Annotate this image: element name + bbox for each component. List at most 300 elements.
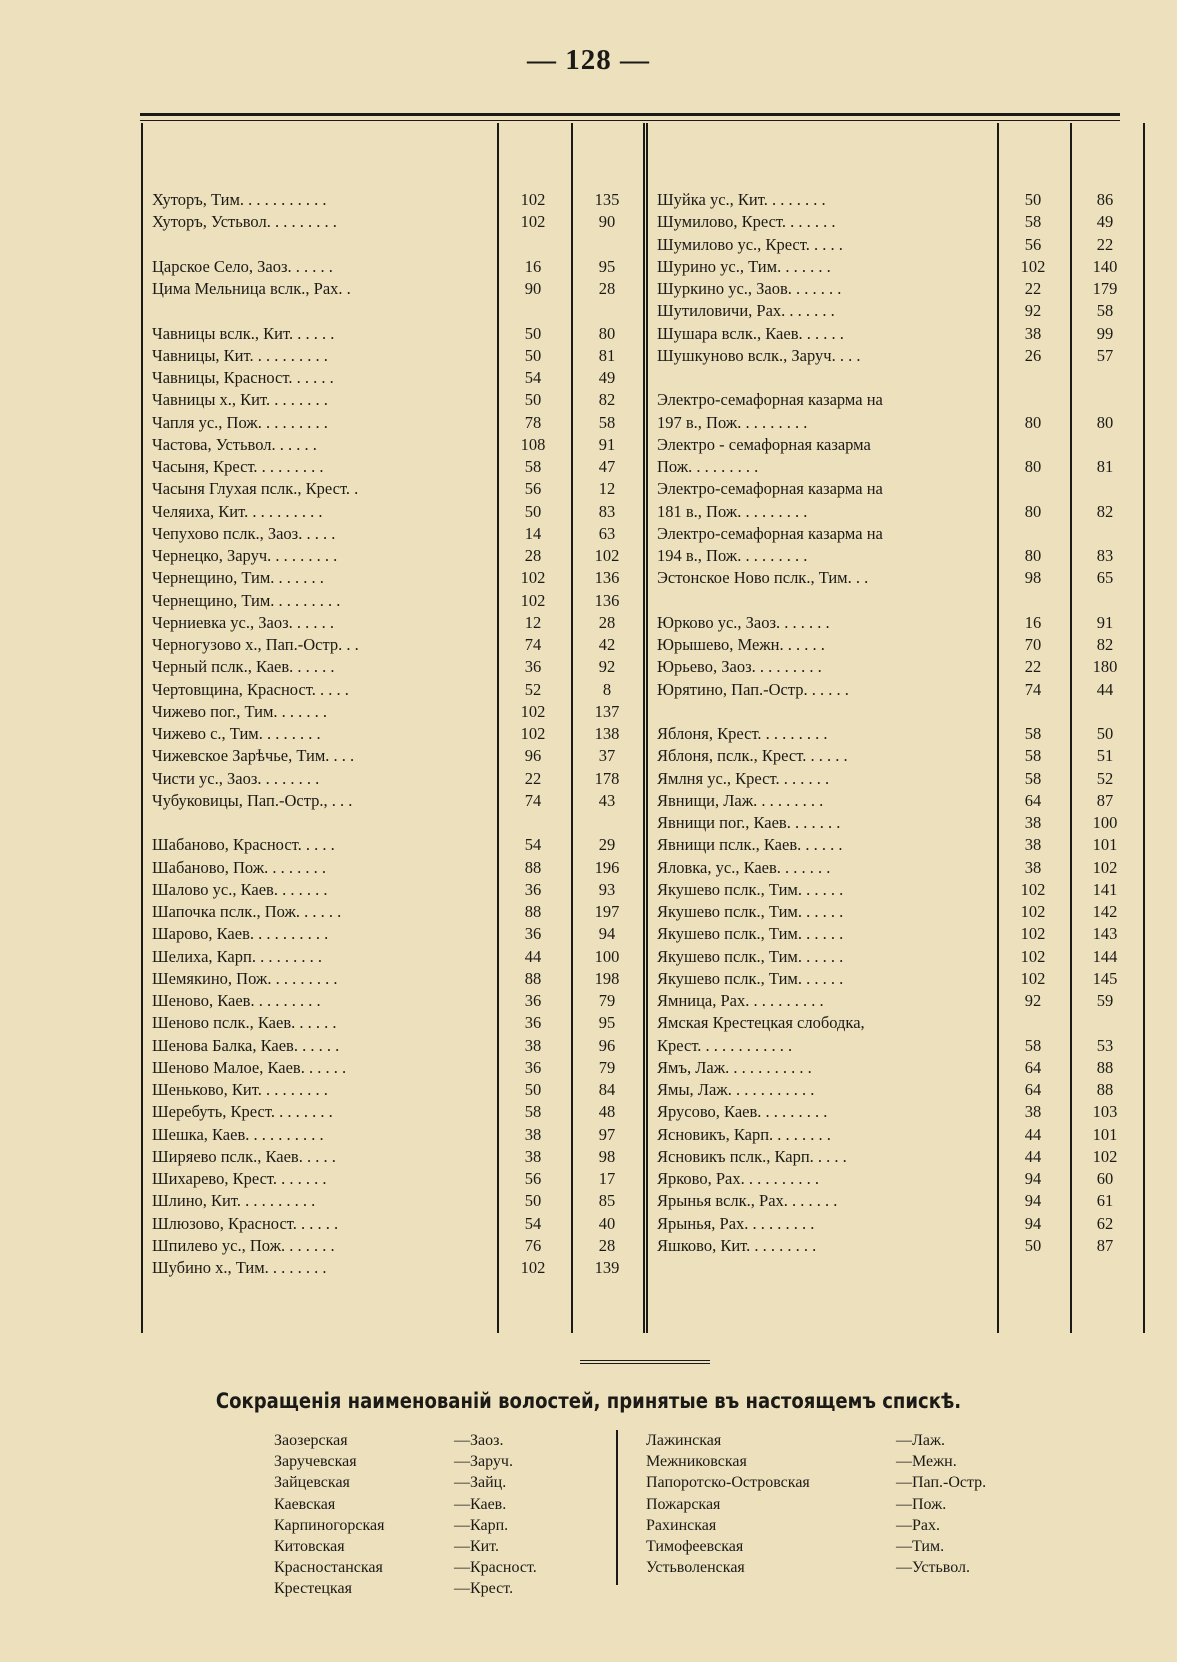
district-number: 80 <box>1024 546 1042 565</box>
place-name: Юрково ус., Заоз. . . . . . . <box>657 612 830 632</box>
volost-abbreviation: —Пож. <box>896 1495 947 1513</box>
district-number: 74 <box>1024 679 1042 699</box>
place-name: Чернещино, Тим. . . . . . . . . <box>152 590 341 610</box>
district-number: 102 <box>520 701 546 721</box>
place-name: Юрьево, Заоз. . . . . . . . . <box>657 657 822 677</box>
place-name: Шлюзово, Красност. . . . . . <box>152 1213 339 1233</box>
place-name: 181 в., Пож. . . . . . . . . <box>657 501 808 521</box>
volost-full-name: Лажинская <box>646 1432 722 1449</box>
entry-number: 28 <box>598 1235 616 1255</box>
place-name: Шемякино, Пож. . . . . . . . . <box>152 968 338 988</box>
district-number: 102 <box>1020 256 1046 276</box>
entry-number: 60 <box>1096 1169 1114 1188</box>
district-number: 56 <box>524 479 542 499</box>
district-number: 58 <box>524 457 542 476</box>
place-name: Шешка, Каев. . . . . . . . . . <box>152 1124 324 1144</box>
district-number: 38 <box>1024 813 1042 832</box>
district-number: 36 <box>524 1013 542 1033</box>
district-number: 74 <box>524 635 542 654</box>
volost-full-name: Пожарская <box>646 1495 721 1513</box>
table-top-rule <box>140 113 1120 116</box>
place-name: Ясновикъ, Карп. . . . . . . . <box>657 1124 831 1144</box>
district-number: 102 <box>520 190 546 209</box>
abbreviation-row <box>646 1536 986 1557</box>
volost-abbreviation: —Пап.-Остр. <box>896 1474 987 1492</box>
entry-number: 138 <box>594 724 620 743</box>
place-name: Чавницы, Красност. . . . . . <box>152 368 334 387</box>
volost-abbreviation: —Крест. <box>454 1580 514 1598</box>
entry-number: 87 <box>1096 790 1114 810</box>
district-number: 88 <box>524 968 542 988</box>
entry-number: 17 <box>598 1169 616 1188</box>
entry-number: 53 <box>1096 1035 1114 1055</box>
volost-full-name: Межниковская <box>646 1453 747 1471</box>
district-number: 50 <box>1024 1235 1042 1255</box>
volost-abbreviation: —Заруч. <box>454 1453 513 1471</box>
entry-number: 142 <box>1092 902 1118 921</box>
entry-number: 82 <box>1096 501 1114 521</box>
place-name: Ярусово, Каев. . . . . . . . . <box>657 1102 828 1122</box>
table-center-border <box>643 123 645 1333</box>
entry-number: 95 <box>598 256 616 276</box>
place-name: Яблоня, пслк., Крест. . . . . . <box>657 746 848 766</box>
district-number: 94 <box>1024 1213 1042 1233</box>
entry-number: 101 <box>1092 1124 1118 1144</box>
entry-number: 29 <box>598 835 616 855</box>
district-number: 102 <box>1020 879 1046 899</box>
district-number: 22 <box>1024 657 1042 677</box>
volost-abbreviation: —Межн. <box>896 1453 957 1471</box>
abbreviation-row <box>646 1430 986 1451</box>
entry-number: 102 <box>594 546 620 565</box>
place-name: Черный пслк., Каев. . . . . . <box>152 657 335 677</box>
district-number: 54 <box>524 835 542 855</box>
district-number: 64 <box>1024 790 1042 810</box>
place-name: Шабаново, Красност. . . . . <box>152 835 335 855</box>
volost-full-name: Заручевская <box>274 1453 357 1471</box>
volost-abbreviation: —Заоз. <box>454 1432 504 1449</box>
district-number: 102 <box>520 212 546 232</box>
place-name: Чавницы, Кит. . . . . . . . . . <box>152 345 328 365</box>
district-number: 90 <box>524 279 542 298</box>
place-name: Чавницы вслк., Кит. . . . . . <box>152 323 335 343</box>
district-number: 26 <box>1024 345 1042 365</box>
entry-number: 63 <box>598 523 616 543</box>
entry-number: 80 <box>1096 412 1114 432</box>
district-number: 78 <box>524 412 542 432</box>
district-number: 12 <box>524 612 542 632</box>
volost-abbreviation: —Тим. <box>896 1538 945 1555</box>
abbreviation-row <box>646 1557 986 1578</box>
entry-number: 65 <box>1096 568 1114 588</box>
place-name: Ясновикъ пслк., Карп. . . . . <box>657 1146 847 1166</box>
place-name: Шумилово ус., Крест. . . . . <box>657 234 843 254</box>
district-number: 56 <box>524 1169 542 1188</box>
entry-number: 37 <box>598 746 616 766</box>
place-name: Электро - семафорная казарма <box>657 434 871 454</box>
district-number: 36 <box>524 879 542 899</box>
abbreviations-title: Сокращенія наименованій волостей, принятые въ настоящемъ спискѣ. <box>215 1389 962 1413</box>
district-number: 102 <box>1020 924 1046 944</box>
place-name: Частова, Устьвол. . . . . . <box>152 434 317 454</box>
district-number: 64 <box>1024 1080 1042 1099</box>
entry-number: 88 <box>1096 1057 1114 1077</box>
place-name: Царское Село, Заоз. . . . . . <box>152 256 333 276</box>
place-name: Шихарево, Крест. . . . . . . <box>152 1169 327 1188</box>
place-name: Якушево пслк., Тим. . . . . . <box>657 924 844 944</box>
entry-number: 28 <box>598 279 616 298</box>
abbreviation-row <box>646 1472 986 1493</box>
entry-number: 83 <box>598 501 616 521</box>
entry-number: 100 <box>594 946 620 966</box>
volost-full-name: Заозерская <box>274 1432 348 1449</box>
district-number: 76 <box>524 1235 542 1255</box>
abbreviation-row <box>274 1494 614 1515</box>
place-name: Чепухово пслк., Заоз. . . . . <box>152 523 336 543</box>
entry-number: 22 <box>1096 234 1114 254</box>
entry-number: 143 <box>1092 924 1118 944</box>
district-number: 102 <box>520 590 546 610</box>
place-name: Шуйка ус., Кит. . . . . . . . <box>657 190 826 209</box>
place-name: Шабаново, Пож. . . . . . . . <box>152 857 326 877</box>
volost-full-name: Китовская <box>274 1538 345 1555</box>
entry-number: 137 <box>594 701 620 721</box>
entry-number: 40 <box>598 1213 616 1233</box>
page-number: — 128 — <box>527 44 650 76</box>
table-left-border <box>141 123 143 1333</box>
place-name: Часыня Глухая пслк., Крест. . <box>152 479 359 499</box>
abbreviation-row <box>646 1451 986 1472</box>
district-number: 96 <box>524 746 542 766</box>
district-number: 102 <box>520 568 546 588</box>
entry-number: 87 <box>1096 1235 1114 1255</box>
place-name: Ямская Крестецкая слободка, <box>657 1013 865 1033</box>
entry-number: 102 <box>1092 1146 1118 1166</box>
district-number: 28 <box>524 546 542 565</box>
volost-full-name: Каевская <box>274 1495 336 1513</box>
entry-number: 81 <box>598 345 616 365</box>
place-name: Чернещино, Тим. . . . . . . <box>152 568 324 588</box>
district-number: 102 <box>1020 902 1046 921</box>
place-name: Чубуковицы, Пап.-Остр., . . . <box>152 790 353 810</box>
table-top-rule-thin <box>140 120 1120 121</box>
entry-number: 62 <box>1096 1213 1114 1233</box>
entry-number: 8 <box>602 679 612 699</box>
place-name: Электро-семафорная казарма на <box>657 523 883 543</box>
abbreviation-row <box>274 1472 614 1493</box>
place-name: Ширяево пслк., Каев. . . . . <box>152 1146 336 1166</box>
district-number: 38 <box>524 1035 542 1055</box>
entry-number: 100 <box>1092 813 1118 832</box>
entry-number: 98 <box>598 1146 616 1166</box>
district-number: 50 <box>524 1080 542 1099</box>
place-name: Хуторъ, Устьвол. . . . . . . . . <box>152 212 337 232</box>
volost-full-name: Красностанская <box>274 1559 383 1577</box>
place-name: Шарово, Каев. . . . . . . . . . <box>152 924 329 944</box>
place-name: 197 в., Пож. . . . . . . . . <box>657 412 808 432</box>
place-name: Шубино х., Тим. . . . . . . . <box>152 1258 327 1277</box>
entry-number: 86 <box>1096 190 1114 209</box>
district-number: 50 <box>524 345 542 365</box>
place-name: Юрышево, Межн. . . . . . <box>657 635 825 654</box>
entry-number: 178 <box>594 768 620 788</box>
place-name: Яловка, ус., Каев. . . . . . . <box>657 857 831 877</box>
district-number: 102 <box>1020 946 1046 966</box>
place-name: Яблоня, Крест. . . . . . . . . <box>657 724 828 743</box>
abbreviations-divider <box>616 1430 618 1585</box>
place-name: Ярынья, Рах. . . . . . . . . <box>657 1213 815 1233</box>
place-name: Якушево пслк., Тим. . . . . . <box>657 968 844 988</box>
entry-number: 84 <box>598 1080 616 1099</box>
district-number: 52 <box>524 679 542 699</box>
district-number: 22 <box>1024 279 1042 298</box>
entry-number: 83 <box>1096 546 1114 565</box>
place-name: Шеново пслк., Каев. . . . . . <box>152 1013 337 1033</box>
abbreviation-row <box>646 1494 986 1515</box>
volost-full-name: Рахинская <box>646 1516 717 1534</box>
volost-abbreviation: —Красност. <box>454 1559 537 1577</box>
place-name: Чернецко, Заруч. . . . . . . . . <box>152 546 338 565</box>
district-number: 38 <box>1024 835 1042 855</box>
district-number: 16 <box>524 256 542 276</box>
entry-number: 48 <box>598 1102 616 1122</box>
entry-number: 85 <box>598 1191 616 1211</box>
abbreviation-row <box>274 1430 614 1451</box>
place-name: Шеново Малое, Каев. . . . . . <box>152 1057 347 1077</box>
district-number: 80 <box>1024 457 1042 476</box>
entry-number: 42 <box>598 635 616 654</box>
entry-number: 94 <box>598 924 616 944</box>
abbreviation-row <box>274 1536 614 1557</box>
volost-abbreviation: —Кит. <box>454 1538 500 1555</box>
volost-full-name: Папоротско-Островская <box>646 1474 810 1492</box>
entry-number: 92 <box>598 657 616 677</box>
district-number: 102 <box>1020 968 1046 988</box>
volost-full-name: Крестецкая <box>274 1580 352 1598</box>
district-number: 102 <box>520 1258 546 1277</box>
district-number: 50 <box>1024 190 1042 209</box>
place-name: Шеньково, Кит. . . . . . . . . <box>152 1080 328 1099</box>
entry-number: 180 <box>1092 657 1118 677</box>
entry-number: 59 <box>1096 991 1114 1010</box>
district-number: 56 <box>1024 234 1042 254</box>
entry-number: 58 <box>598 412 616 432</box>
district-number: 38 <box>1024 1102 1042 1122</box>
place-name: Яшково, Кит. . . . . . . . . <box>657 1235 817 1255</box>
place-name: Крест. . . . . . . . . . . . <box>657 1035 793 1055</box>
district-number: 98 <box>1024 568 1042 588</box>
abbreviation-row <box>274 1515 614 1536</box>
entry-number: 61 <box>1096 1191 1114 1211</box>
district-number: 74 <box>524 790 542 810</box>
volost-full-name: Карпиногорская <box>274 1516 385 1534</box>
section-separator <box>580 1360 710 1364</box>
place-name: Часыня, Крест. . . . . . . . . <box>152 457 324 476</box>
entry-number: 50 <box>1096 724 1114 743</box>
place-name: Явнищи пог., Каев. . . . . . . <box>657 813 841 832</box>
district-number: 38 <box>1024 857 1042 877</box>
volost-abbreviation: —Лаж. <box>896 1432 946 1449</box>
district-number: 54 <box>524 1213 542 1233</box>
entry-number: 179 <box>1092 279 1118 298</box>
entry-number: 139 <box>594 1258 620 1277</box>
column-divider <box>497 123 499 1333</box>
place-name: Шумилово, Крест. . . . . . . <box>657 212 836 232</box>
district-number: 94 <box>1024 1191 1042 1211</box>
place-name: Пож. . . . . . . . . <box>657 457 759 476</box>
district-number: 14 <box>524 523 542 543</box>
district-number: 88 <box>524 902 542 921</box>
place-name: Шпилево ус., Пож. . . . . . . <box>152 1235 335 1255</box>
place-name: Шеребуть, Крест. . . . . . . . <box>152 1102 333 1122</box>
place-name: Электро-семафорная казарма на <box>657 390 883 410</box>
place-name: Чапля ус., Пож. . . . . . . . . <box>152 412 328 432</box>
place-name: Цима Мельница вслк., Рах. . <box>152 279 351 298</box>
abbreviation-row <box>646 1515 986 1536</box>
entry-number: 79 <box>598 1057 616 1077</box>
place-name: Шурино ус., Тим. . . . . . . <box>657 256 831 276</box>
entry-number: 144 <box>1092 946 1118 966</box>
entry-number: 95 <box>598 1013 616 1033</box>
district-number: 50 <box>524 323 542 343</box>
place-name: Хуторъ, Тим. . . . . . . . . . . <box>152 190 327 209</box>
place-name: Шушара вслк., Каев. . . . . . <box>657 323 844 343</box>
district-number: 44 <box>1024 1124 1042 1144</box>
entry-number: 135 <box>594 190 620 209</box>
place-name: Чавницы х., Кит. . . . . . . . <box>152 390 328 410</box>
district-number: 22 <box>524 768 542 788</box>
volost-abbreviation: —Рах. <box>896 1516 940 1534</box>
entry-number: 58 <box>1096 301 1114 321</box>
place-name: Якушево пслк., Тим. . . . . . <box>657 902 844 921</box>
volost-abbreviation: —Зайц. <box>454 1474 507 1492</box>
volost-full-name: Устьволенская <box>646 1559 745 1577</box>
district-number: 44 <box>524 946 542 966</box>
district-number: 44 <box>1024 1146 1042 1166</box>
place-name: Чисти ус., Заоз. . . . . . . . <box>152 768 320 788</box>
abbreviation-row <box>274 1557 614 1578</box>
place-name: Шушкуново вслк., Заруч. . . . <box>657 345 861 365</box>
place-name: Шенова Балка, Каев. . . . . . <box>152 1035 340 1055</box>
entry-number: 101 <box>1092 835 1118 855</box>
entry-number: 136 <box>594 568 620 588</box>
table-right-border <box>1143 123 1145 1333</box>
place-name: Ярынья вслк., Рах. . . . . . . <box>657 1191 838 1211</box>
place-name: Ярково, Рах. . . . . . . . . . <box>657 1169 819 1188</box>
district-number: 38 <box>1024 323 1042 343</box>
entry-number: 91 <box>598 434 616 454</box>
entry-number: 91 <box>1096 612 1114 632</box>
district-number: 36 <box>524 657 542 677</box>
district-number: 38 <box>524 1124 542 1144</box>
district-number: 102 <box>520 724 546 743</box>
place-name: Шелиха, Карп. . . . . . . . . <box>152 946 322 966</box>
volost-abbreviation: —Устьвол. <box>896 1559 971 1577</box>
district-number: 36 <box>524 991 542 1010</box>
district-number: 58 <box>1024 768 1042 788</box>
entry-number: 82 <box>1096 635 1114 654</box>
entry-number: 49 <box>1096 212 1114 232</box>
entry-number: 44 <box>1096 679 1114 699</box>
entry-number: 96 <box>598 1035 616 1055</box>
entry-number: 196 <box>594 857 620 877</box>
entry-number: 198 <box>594 968 620 988</box>
district-number: 50 <box>524 501 542 521</box>
district-number: 58 <box>1024 1035 1042 1055</box>
place-name: Шутиловичи, Рах. . . . . . . <box>657 301 835 321</box>
place-name: Явнищи, Лаж. . . . . . . . . <box>657 790 824 810</box>
entry-number: 99 <box>1096 323 1114 343</box>
place-name: Электро-семафорная казарма на <box>657 479 883 499</box>
district-number: 16 <box>1024 612 1042 632</box>
place-name: Чижевское Зарѣчье, Тим. . . . <box>152 746 355 766</box>
place-name: Шапочка пслк., Пож. . . . . . <box>152 902 342 921</box>
place-name: Черниевка ус., Заоз. . . . . . <box>152 612 334 632</box>
entry-number: 197 <box>594 902 620 921</box>
district-number: 36 <box>524 924 542 944</box>
entry-number: 136 <box>594 590 620 610</box>
district-number: 54 <box>524 368 542 387</box>
place-name: Чертовщина, Красност. . . . . <box>152 679 349 699</box>
place-name: Шеново, Каев. . . . . . . . . <box>152 991 321 1010</box>
entry-number: 81 <box>1096 457 1114 476</box>
district-number: 58 <box>1024 746 1042 766</box>
column-divider <box>571 123 573 1333</box>
place-name: Шлино, Кит. . . . . . . . . . <box>152 1191 316 1211</box>
entry-number: 93 <box>598 879 616 899</box>
entry-number: 141 <box>1092 879 1118 899</box>
district-number: 58 <box>524 1102 542 1122</box>
place-name: Челяиха, Кит. . . . . . . . . . <box>152 501 323 521</box>
place-name: Юрятино, Пап.-Остр. . . . . . <box>657 679 849 699</box>
entry-number: 52 <box>1096 768 1114 788</box>
place-name: Ямлня ус., Крест. . . . . . . <box>657 768 830 788</box>
entry-number: 103 <box>1092 1102 1118 1122</box>
district-number: 80 <box>1024 412 1042 432</box>
entry-number: 51 <box>1096 746 1114 766</box>
abbreviation-row <box>274 1451 614 1472</box>
entry-number: 88 <box>1096 1080 1114 1099</box>
place-name: Чижево пог., Тим. . . . . . . <box>152 701 328 721</box>
district-number: 50 <box>524 390 542 410</box>
entry-number: 82 <box>598 390 616 410</box>
district-number: 92 <box>1024 301 1042 321</box>
district-number: 94 <box>1024 1169 1042 1188</box>
entry-number: 80 <box>598 323 616 343</box>
entry-number: 90 <box>598 212 616 232</box>
table-center-border <box>646 123 648 1333</box>
district-number: 38 <box>524 1146 542 1166</box>
district-number: 64 <box>1024 1057 1042 1077</box>
place-name: Чижево с., Тим. . . . . . . . <box>152 724 321 743</box>
district-number: 108 <box>520 434 546 454</box>
entry-number: 12 <box>598 479 616 499</box>
abbreviation-row <box>274 1578 614 1599</box>
place-name: Явнищи пслк., Каев. . . . . . <box>657 835 843 855</box>
entry-number: 57 <box>1096 345 1114 365</box>
place-name: Шуркино ус., Заов. . . . . . . <box>657 279 842 298</box>
entry-number: 140 <box>1092 256 1118 276</box>
place-name: Эстонское Ново пслк., Тим. . . <box>657 568 869 588</box>
volost-abbreviation: —Каев. <box>454 1495 507 1513</box>
district-number: 88 <box>524 857 542 877</box>
entry-number: 79 <box>598 991 616 1010</box>
place-name: Шалово ус., Каев. . . . . . . <box>152 879 328 899</box>
place-name: Черногузово х., Пап.-Остр. . . <box>152 635 359 654</box>
entry-number: 47 <box>598 457 616 476</box>
entry-number: 97 <box>598 1124 616 1144</box>
entry-number: 145 <box>1092 968 1118 988</box>
